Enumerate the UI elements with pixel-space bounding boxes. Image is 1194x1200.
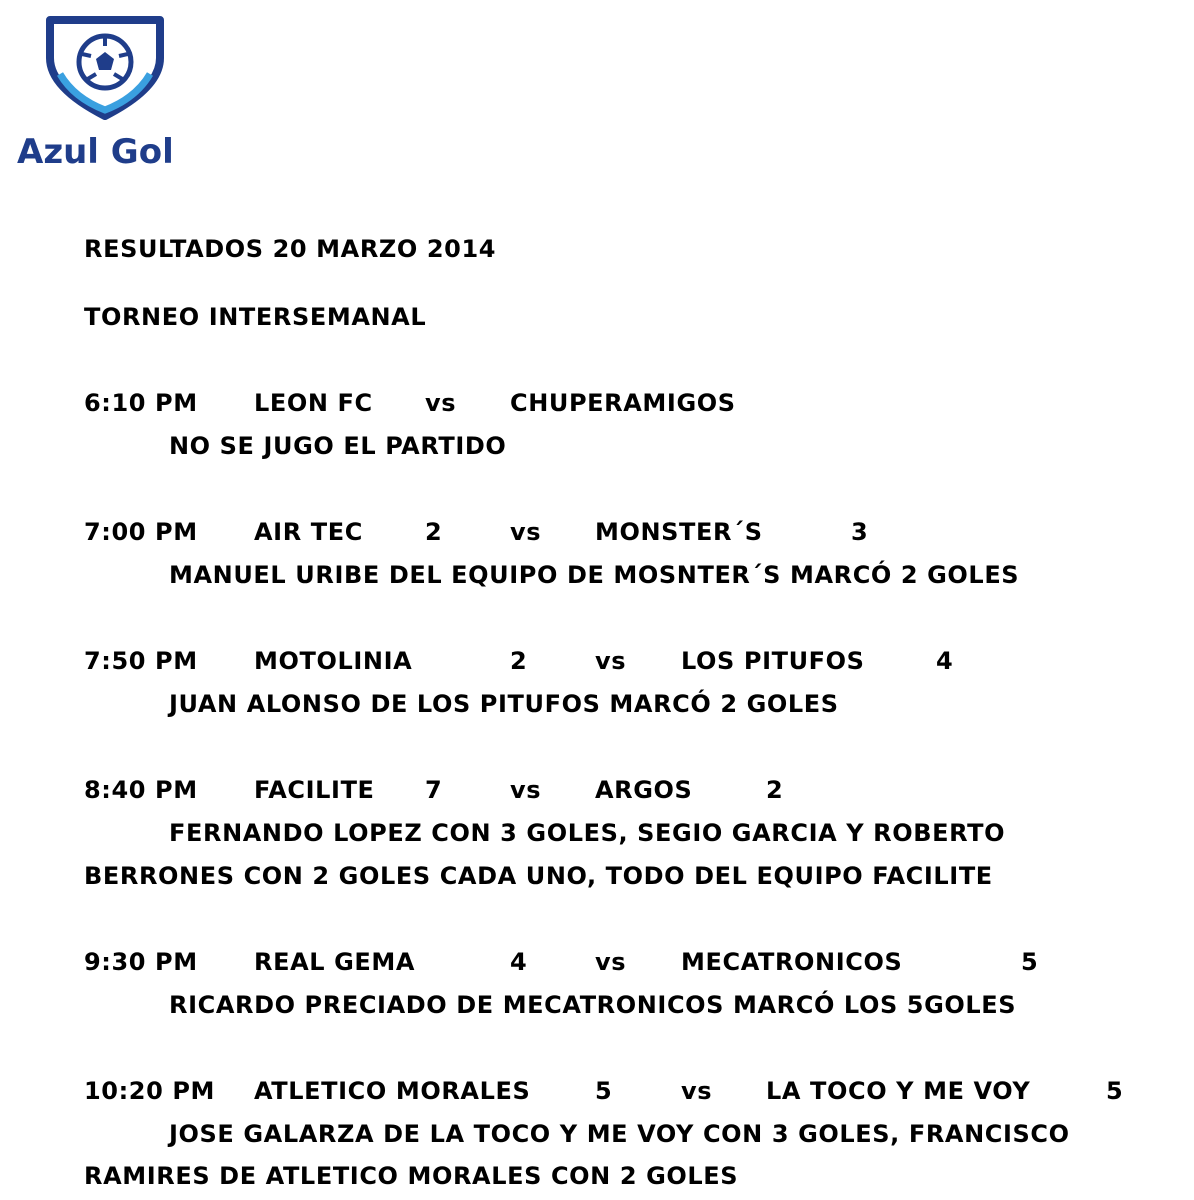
vs-label: vs: [425, 389, 457, 417]
match-time: 10:20 PM: [84, 1077, 216, 1105]
home-team: ATLETICO MORALES: [254, 1077, 531, 1105]
home-score: 7: [425, 776, 443, 804]
home-score: 2: [510, 647, 528, 675]
home-team: MOTOLINIA: [254, 647, 413, 675]
match-note: MANUEL URIBE DEL EQUIPO DE MOSNTER´S MARCÓ 2 GOLES: [169, 561, 1020, 589]
away-score: 5: [1106, 1077, 1124, 1105]
away-team: LA TOCO Y ME VOY: [766, 1077, 1031, 1105]
match-time: 7:00 PM: [84, 518, 198, 546]
vs-label: vs: [510, 518, 542, 546]
match-note: RICARDO PRECIADO DE MECATRONICOS MARCÓ LOS 5GOLES: [169, 991, 1017, 1019]
away-team: LOS PITUFOS: [681, 647, 865, 675]
tournament-heading: TORNEO INTERSEMANAL: [84, 303, 427, 331]
match-time: 7:50 PM: [84, 647, 198, 675]
azul-gol-logo: [14, 14, 184, 179]
vs-label: vs: [681, 1077, 713, 1105]
away-score: 5: [1021, 948, 1039, 976]
match-note: JOSE GALARZA DE LA TOCO Y ME VOY CON 3 GOLES, FRANCISCO: [169, 1120, 1070, 1148]
vs-label: vs: [510, 776, 542, 804]
match-time: 9:30 PM: [84, 948, 198, 976]
match-note: BERRONES CON 2 GOLES CADA UNO, TODO DEL EQUIPO FACILITE: [84, 862, 993, 890]
match-time: 6:10 PM: [84, 389, 198, 417]
match-time: 8:40 PM: [84, 776, 198, 804]
away-team: MECATRONICOS: [681, 948, 903, 976]
away-score: 4: [936, 647, 954, 675]
vs-label: vs: [595, 948, 627, 976]
match-note: JUAN ALONSO DE LOS PITUFOS MARCÓ 2 GOLES: [169, 690, 839, 718]
match-note: FERNANDO LOPEZ CON 3 GOLES, SEGIO GARCIA Y ROBERTO: [169, 819, 1006, 847]
away-score: 2: [766, 776, 784, 804]
home-score: 2: [425, 518, 443, 546]
results-date-heading: RESULTADOS 20 MARZO 2014: [84, 235, 497, 263]
away-team: ARGOS: [595, 776, 693, 804]
match-note: NO SE JUGO EL PARTIDO: [169, 432, 507, 460]
home-score: 5: [595, 1077, 613, 1105]
match-note: RAMIRES DE ATLETICO MORALES CON 2 GOLES: [84, 1162, 739, 1190]
vs-label: vs: [595, 647, 627, 675]
home-team: REAL GEMA: [254, 948, 416, 976]
shield-ball-icon: [44, 14, 166, 122]
home-team: LEON FC: [254, 389, 373, 417]
logo-wordmark: Azul Gol: [17, 132, 174, 172]
away-team: CHUPERAMIGOS: [510, 389, 736, 417]
away-score: 3: [851, 518, 869, 546]
home-score: 4: [510, 948, 528, 976]
home-team: AIR TEC: [254, 518, 363, 546]
away-team: MONSTER´S: [595, 518, 763, 546]
home-team: FACILITE: [254, 776, 375, 804]
